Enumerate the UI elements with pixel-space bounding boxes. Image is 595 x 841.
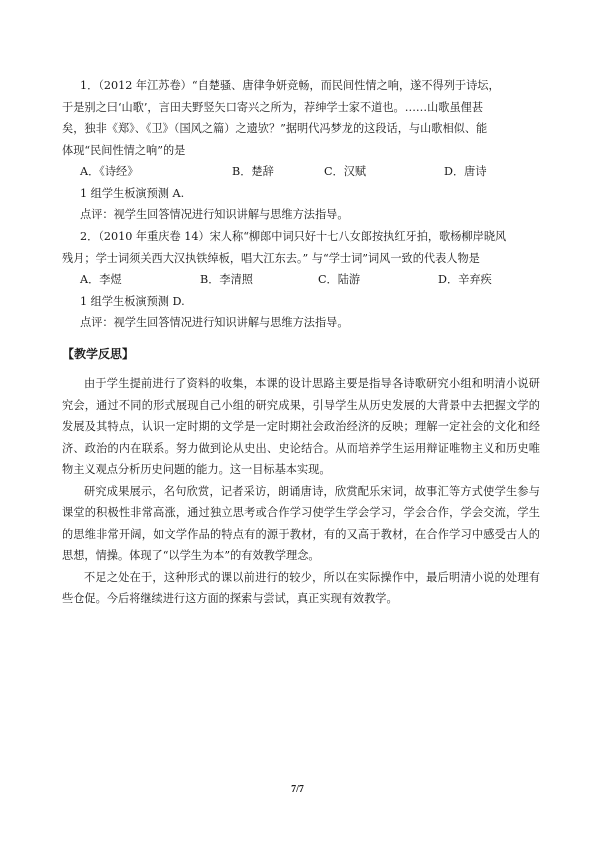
question-1-option-d: D．唐诗 [444,165,487,178]
reflection-body [62,373,540,610]
reflection-paragraph-3: 不足之处在于，这种形式的课以前进行的较少，所以在实际操作中，最后明清小说的处理有些仓促。今后将继续进行这方面的探索与尝试，真正实现有效教学。 [62,570,540,605]
question-1-line-3: 矣，独非《郑》、《卫》（国风之篇）之遗欤？”据明代冯梦龙的这段话，与山歌相似、能 [62,122,488,135]
question-2-option-b: B．李清照 [200,273,253,286]
question-1-comment: 点评：视学生回答情况进行知识讲解与思维方法指导。 [80,208,349,221]
reflection-paragraph-2: 研究成果展示，名句欣赏，记者采访，朗诵唐诗，欣赏配乐宋词，故事汇等方式使学生参与课堂的积极性非常高涨，通过独立思考或合作学习使学生学会学习，学会合作，学会交流，学生的思维非常开阔，如文学作品的特点有的源于教材，有的又高于教材，在合作学习中感受古人的思想，情操。体现了“以学生为本”的有效教学理念。 [62,484,540,562]
question-1-line-4: 体现“民间性情之响”的是 [62,143,186,157]
question-2 [62,226,540,334]
question-1-option-a: A．《诗经》 [80,165,139,178]
question-2-option-a: A．李煜 [80,273,122,286]
reflection-paragraph-1: 由于学生提前进行了资料的收集，本课的设计思路主要是指导各诗歌研究小组和明清小说研究会，通过不同的形式展现自己小组的研究成果，引导学生从历史发展的大背景中去把握文学的发展及其特点，认识一定时期的文学是一定时期社会政治经济的反映；理解一定社会的文化和经济、政治的内在联系。努力做到论从史出、史论结合。从而培养学生运用辩证唯物主义和历史唯物主义观点分析历史问题的能力。这一目标基本实现。 [62,377,540,476]
question-1 [62,75,540,226]
question-1-options [62,161,540,183]
question-1-option-c: C．汉赋 [324,165,367,178]
question-2-comment: 点评：视学生回答情况进行知识讲解与思维方法指导。 [80,316,349,329]
section-title-reflection: 【教学反思】 [62,347,135,361]
question-1-answer: 1 组学生板演预测 A. [80,186,185,200]
question-2-option-c: C．陆游 [318,273,361,286]
question-2-option-d: D．辛弃疾 [438,273,492,286]
question-2-line-2: 残月；学士词须关西大汉执铁绰板，唱大江东去。” 与“学士词”词风一致的代表人物是 [62,251,480,265]
question-1-option-b: B．楚辞 [232,165,274,178]
question-2-line-1: 2．（2010 年重庆卷 14）宋人称“柳郎中词只好十七八女郎按执红牙拍，歌杨柳岸晓风 [80,230,507,243]
question-1-line-1: 1．（2012 年江苏卷）“自楚骚、唐律争妍竞畅，而民间性情之响，遂不得列于诗坛， [80,79,500,92]
question-2-answer: 1 组学生板演预测 D. [80,294,185,308]
page-number: 7/7 [291,784,304,795]
question-1-line-2: 于是别之曰‘山歌’，言田夫野竖矢口寄兴之所为，荐绅学士家不道也。……山歌虽俚甚 [62,100,484,114]
question-2-options [62,269,540,291]
